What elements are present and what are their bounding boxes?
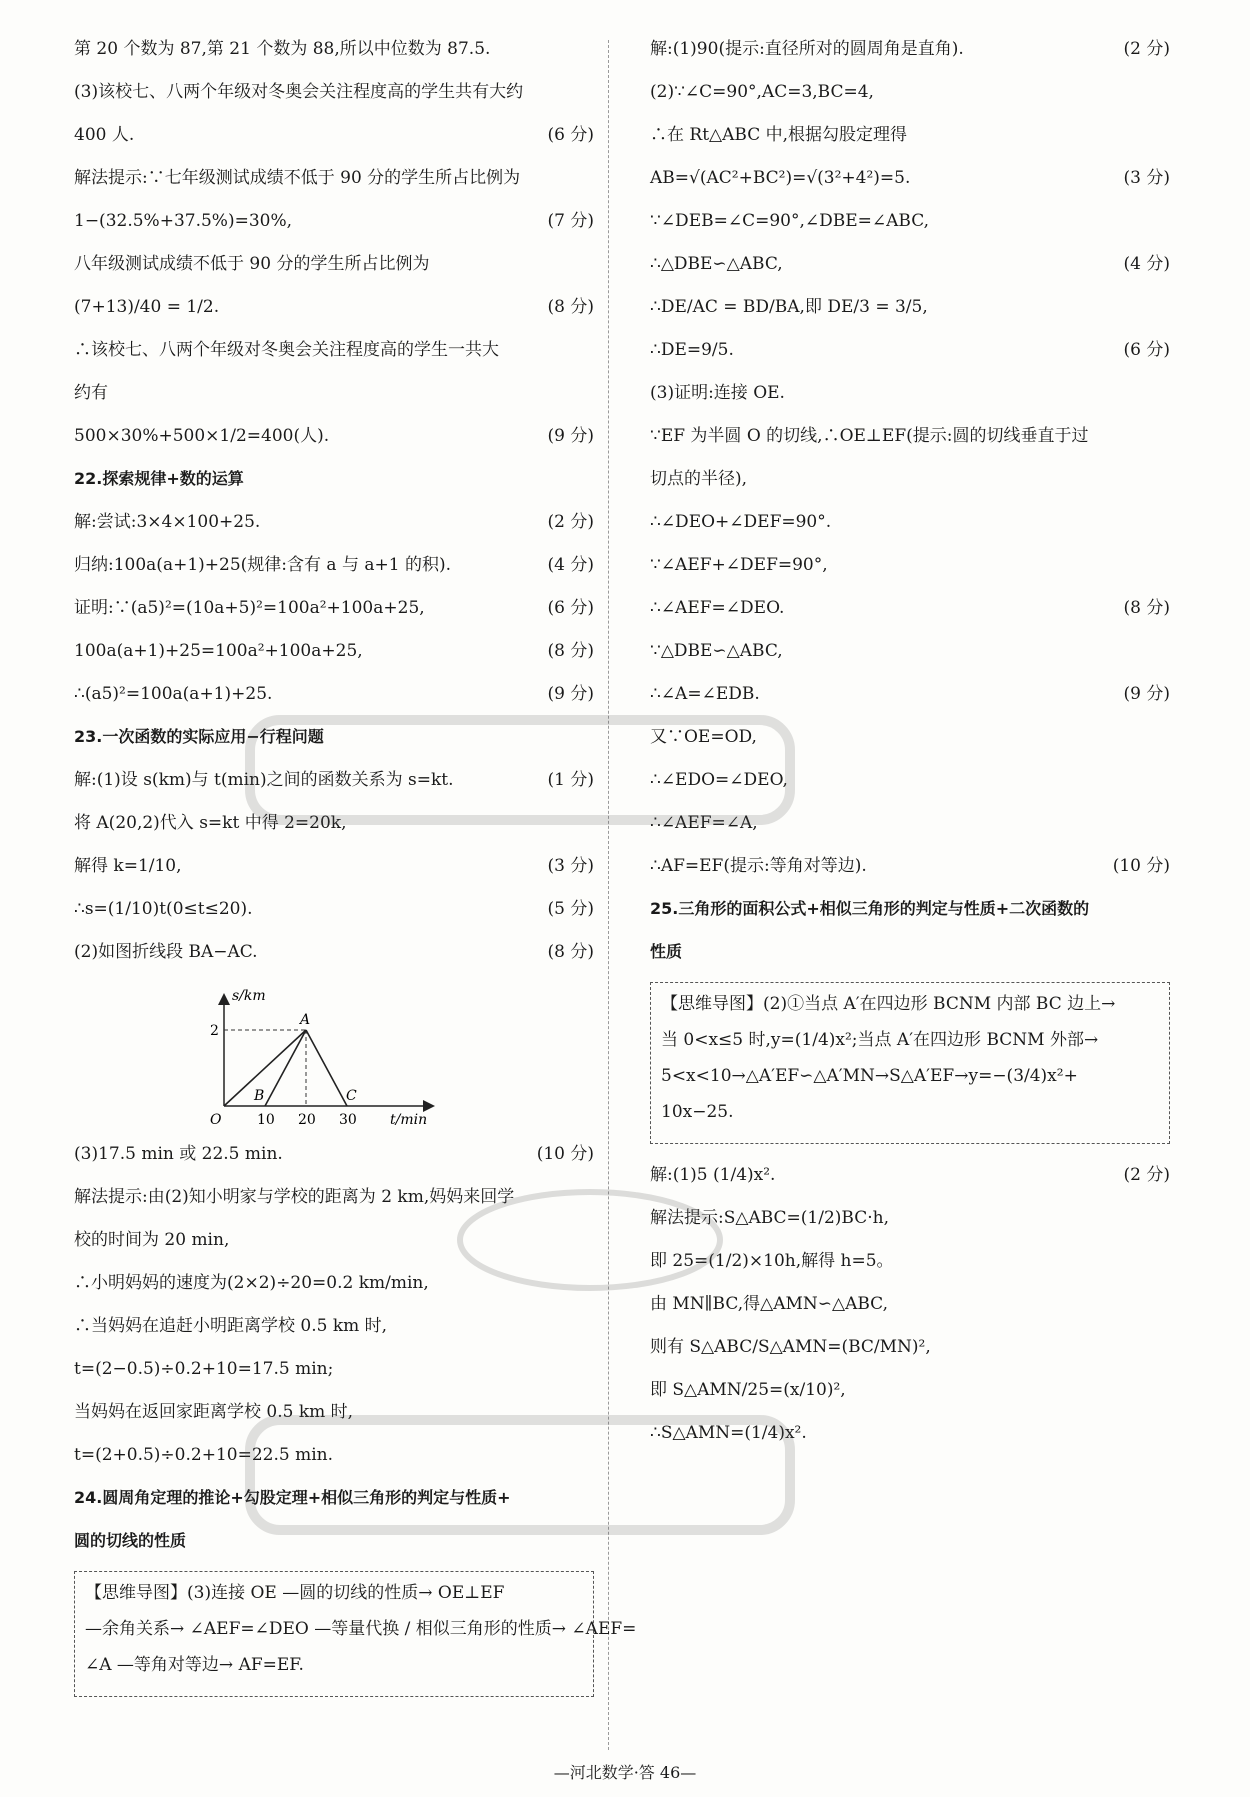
distance-time-graph xyxy=(194,988,444,1128)
q24-solution xyxy=(650,36,1170,879)
solution-line xyxy=(650,380,1170,406)
solution-line xyxy=(74,853,594,879)
solution-text: 解:尝试:3×4×100+25. xyxy=(74,512,261,532)
solution-line xyxy=(74,1184,594,1210)
segment-OA xyxy=(224,1030,306,1106)
solution-text: ∴∠AEF=∠A, xyxy=(650,813,758,833)
solution-line xyxy=(74,79,594,105)
solution-line xyxy=(74,638,594,664)
solution-line xyxy=(74,1227,594,1253)
solution-text: 由 MN∥BC,得△AMN∽△ABC, xyxy=(650,1294,888,1314)
solution-text: (3)17.5 min 或 22.5 min. xyxy=(74,1144,283,1164)
solution-line xyxy=(74,1313,594,1339)
solution-text: ∵△DBE∽△ABC, xyxy=(650,641,783,661)
solution-text: ∴小明妈妈的速度为(2×2)÷20=0.2 km/min, xyxy=(74,1273,429,1293)
solution-text: 解:(1)设 s(km)与 t(min)之间的函数关系为 s=kt. xyxy=(74,770,454,790)
solution-line xyxy=(650,337,1170,363)
point-A-label: A xyxy=(300,1012,311,1028)
q24-mindmap-line: ∠A —等角对等边→ AF=EF. xyxy=(85,1655,304,1675)
solution-line xyxy=(74,1442,594,1468)
solution-line xyxy=(650,165,1170,191)
q23-heading: 23.一次函数的实际应用−行程问题 xyxy=(74,727,324,746)
solution-text: 归纳:100a(a+1)+25(规律:含有 a 与 a+1 的积). xyxy=(74,555,451,575)
solution-line xyxy=(74,165,594,191)
origin-label: O xyxy=(210,1112,222,1128)
solution-line xyxy=(650,423,1170,449)
solution-text: ∴DE=9/5. xyxy=(650,340,734,360)
score-mark: (7 分) xyxy=(547,211,594,231)
x-axis-label: t/min xyxy=(390,1112,428,1128)
score-mark: (9 分) xyxy=(547,684,594,704)
solution-line xyxy=(650,122,1170,148)
solution-text: 校的时间为 20 min, xyxy=(74,1230,230,1250)
q24-mindmap-line: 【思维导图】(3)连接 OE —圆的切线的性质→ OE⊥EF xyxy=(85,1583,505,1603)
x-tick-10: 10 xyxy=(257,1112,275,1128)
solution-line xyxy=(74,36,594,62)
solution-text: 第 20 个数为 87,第 21 个数为 88,所以中位数为 87.5. xyxy=(74,39,491,59)
solution-line xyxy=(74,251,594,277)
solution-text: 即 25=(1/2)×10h,解得 h=5。 xyxy=(650,1251,894,1271)
solution-line xyxy=(74,1399,594,1425)
solution-line xyxy=(650,1420,1170,1446)
q25-mindmap-line: 当 0<x≤5 时,y=(1/4)x²;当点 A′在四边形 BCNM 外部→ xyxy=(661,1030,1099,1050)
solution-line xyxy=(74,509,594,535)
solution-text: 解:(1)90(提示:直径所对的圆周角是直角). xyxy=(650,39,964,59)
solution-line xyxy=(650,1377,1170,1403)
q25-mindmap xyxy=(650,982,1170,1144)
solution-text: 八年级测试成绩不低于 90 分的学生所占比例为 xyxy=(74,254,430,274)
q23-solution-part1 xyxy=(74,767,594,965)
solution-text: ∴当妈妈在追赶小明距离学校 0.5 km 时, xyxy=(74,1316,388,1336)
solution-line xyxy=(650,466,1170,492)
score-mark: (9 分) xyxy=(1123,684,1170,704)
solution-text: 切点的半径), xyxy=(650,469,748,489)
q25-mindmap-line: 10x−25. xyxy=(661,1102,734,1122)
solution-text: 又∵OE=OD, xyxy=(650,727,757,747)
solution-text: ∴△DBE∽△ABC, xyxy=(650,254,783,274)
score-mark: (2 分) xyxy=(547,512,594,532)
solution-line xyxy=(74,1270,594,1296)
solution-text: ∴DE/AC = BD/BA,即 DE/3 = 3/5, xyxy=(650,297,928,317)
score-mark: (2 分) xyxy=(1123,1165,1170,1185)
score-mark: (10 分) xyxy=(536,1144,594,1164)
solution-text: (2)∵∠C=90°,AC=3,BC=4, xyxy=(650,82,874,102)
solution-text: 100a(a+1)+25=100a²+100a+25, xyxy=(74,641,363,661)
solution-text: (7+13)/40 = 1/2. xyxy=(74,297,220,317)
column-divider xyxy=(608,40,609,1750)
solution-text: ∵∠DEB=∠C=90°,∠DBE=∠ABC, xyxy=(650,211,930,231)
y-tick-2: 2 xyxy=(210,1023,219,1039)
solution-line xyxy=(650,1162,1170,1188)
solution-line xyxy=(74,896,594,922)
solution-text: ∵EF 为半圆 O 的切线,∴OE⊥EF(提示:圆的切线垂直于过 xyxy=(650,426,1089,446)
solution-line xyxy=(74,767,594,793)
solution-text: ∴∠EDO=∠DEO, xyxy=(650,770,788,790)
score-mark: (5 分) xyxy=(547,899,594,919)
segment-AC xyxy=(306,1030,347,1106)
solution-text: t=(2−0.5)÷0.2+10=17.5 min; xyxy=(74,1359,334,1379)
score-mark: (8 分) xyxy=(1123,598,1170,618)
q25-mindmap-line: 【思维导图】(2)①当点 A′在四边形 BCNM 内部 BC 边上→ xyxy=(661,994,1116,1014)
solution-text: ∴S△AMN=(1/4)x². xyxy=(650,1423,807,1443)
solution-text: 约有 xyxy=(74,383,108,403)
solution-line xyxy=(650,251,1170,277)
solution-text: t=(2+0.5)÷0.2+10=22.5 min. xyxy=(74,1445,334,1465)
score-mark: (3 分) xyxy=(1123,168,1170,188)
point-C-label: C xyxy=(346,1088,357,1104)
solution-line xyxy=(650,1334,1170,1360)
solution-line xyxy=(74,208,594,234)
solution-line xyxy=(74,294,594,320)
solution-line xyxy=(650,36,1170,62)
solution-text: (2)如图折线段 BA−AC. xyxy=(74,942,258,962)
solution-line xyxy=(650,853,1170,879)
solution-line xyxy=(74,595,594,621)
solution-text: ∴∠AEF=∠DEO. xyxy=(650,598,785,618)
score-mark: (6 分) xyxy=(547,125,594,145)
solution-line xyxy=(650,509,1170,535)
solution-line xyxy=(650,552,1170,578)
solution-text: 当妈妈在返回家距离学校 0.5 km 时, xyxy=(74,1402,354,1422)
q24-heading-line1: 24.圆周角定理的推论+勾股定理+相似三角形的判定与性质+ xyxy=(74,1488,511,1507)
x-tick-30: 30 xyxy=(339,1112,357,1128)
solution-line xyxy=(650,79,1170,105)
solution-line xyxy=(74,1141,594,1167)
solution-line xyxy=(650,638,1170,664)
left-column xyxy=(74,36,637,1715)
score-mark: (2 分) xyxy=(1123,39,1170,59)
solution-text: 解:(1)5 (1/4)x². xyxy=(650,1165,776,1185)
solution-text: 500×30%+500×1/2=400(人). xyxy=(74,426,330,446)
solution-line xyxy=(650,681,1170,707)
solution-line xyxy=(74,380,594,406)
solution-text: ∴s=(1/10)t(0≤t≤20). xyxy=(74,899,253,919)
solution-text: ∴(a5)²=100a(a+1)+25. xyxy=(74,684,273,704)
score-mark: (8 分) xyxy=(547,942,594,962)
solution-line xyxy=(74,939,594,965)
q22-solution xyxy=(74,509,594,707)
q24-heading-line2: 圆的切线的性质 xyxy=(74,1531,187,1550)
solution-text: 则有 S△ABC/S△AMN=(BC/MN)², xyxy=(650,1337,931,1357)
x-tick-20: 20 xyxy=(298,1112,316,1128)
q25-heading-line1: 25.三角形的面积公式+相似三角形的判定与性质+二次函数的 xyxy=(650,899,1090,918)
solution-text: 解法提示:∵七年级测试成绩不低于 90 分的学生所占比例为 xyxy=(74,168,521,188)
score-mark: (10 分) xyxy=(1112,856,1170,876)
solution-text: 400 人. xyxy=(74,125,135,145)
solution-line xyxy=(650,208,1170,234)
solution-line xyxy=(650,810,1170,836)
solution-line xyxy=(650,767,1170,793)
solution-text: ∴∠DEO+∠DEF=90°. xyxy=(650,512,832,532)
segment-BA xyxy=(265,1030,306,1106)
solution-line xyxy=(74,122,594,148)
solution-line xyxy=(74,423,594,449)
score-mark: (8 分) xyxy=(547,297,594,317)
solution-line xyxy=(650,724,1170,750)
solution-text: 将 A(20,2)代入 s=kt 中得 2=20k, xyxy=(74,813,347,833)
score-mark: (4 分) xyxy=(547,555,594,575)
solution-text: 即 S△AMN/25=(x/10)², xyxy=(650,1380,846,1400)
page-footer: —河北数学·答 46— xyxy=(553,1763,697,1782)
score-mark: (6 分) xyxy=(1123,340,1170,360)
solution-text: ∴该校七、八两个年级对冬奥会关注程度高的学生一共大 xyxy=(74,340,499,360)
q23-solution-part2 xyxy=(74,1141,594,1468)
solution-text: (3)证明:连接 OE. xyxy=(650,383,785,403)
point-B-label: B xyxy=(254,1088,265,1104)
solution-line xyxy=(650,294,1170,320)
q25-mindmap-line: 5<x<10→△A′EF∽△A′MN→S△A′EF→y=−(3/4)x²+ xyxy=(661,1066,1078,1086)
score-mark: (1 分) xyxy=(547,770,594,790)
solution-text: 解法提示:由(2)知小明家与学校的距离为 2 km,妈妈来回学 xyxy=(74,1187,515,1207)
q24-mindmap-line: —余角关系→ ∠AEF=∠DEO —等量代换 / 相似三角形的性质→ ∠AEF= xyxy=(85,1619,637,1639)
q21-continuation xyxy=(74,36,594,449)
solution-text: ∴在 Rt△ABC 中,根据勾股定理得 xyxy=(650,125,908,145)
solution-text: ∴AF=EF(提示:等角对等边). xyxy=(650,856,867,876)
solution-line xyxy=(74,552,594,578)
q22-heading: 22.探索规律+数的运算 xyxy=(74,469,244,488)
solution-line xyxy=(650,1248,1170,1274)
score-mark: (9 分) xyxy=(547,426,594,446)
solution-line xyxy=(74,337,594,363)
solution-text: 解得 k=1/10, xyxy=(74,856,182,876)
solution-text: 解法提示:S△ABC=(1/2)BC·h, xyxy=(650,1208,889,1228)
solution-line xyxy=(74,681,594,707)
right-column xyxy=(650,36,1170,1463)
solution-text: 1−(32.5%+37.5%)=30%, xyxy=(74,211,293,231)
q25-heading-line2: 性质 xyxy=(650,942,683,961)
score-mark: (6 分) xyxy=(547,598,594,618)
solution-text: ∴∠A=∠EDB. xyxy=(650,684,760,704)
q24-mindmap xyxy=(74,1571,637,1697)
solution-text: ∵∠AEF+∠DEF=90°, xyxy=(650,555,828,575)
solution-line xyxy=(74,1356,594,1382)
y-axis-label: s/km xyxy=(232,988,266,1004)
q25-solution xyxy=(650,1162,1170,1446)
solution-line xyxy=(74,810,594,836)
score-mark: (3 分) xyxy=(547,856,594,876)
score-mark: (8 分) xyxy=(547,641,594,661)
solution-text: 证明:∵(a5)²=(10a+5)²=100a²+100a+25, xyxy=(74,598,425,618)
score-mark: (4 分) xyxy=(1123,254,1170,274)
solution-text: (3)该校七、八两个年级对冬奥会关注程度高的学生共有大约 xyxy=(74,82,524,102)
solution-line xyxy=(650,1291,1170,1317)
solution-line xyxy=(650,1205,1170,1231)
solution-text: AB=√(AC²+BC²)=√(3²+4²)=5. xyxy=(650,168,911,188)
solution-line xyxy=(650,595,1170,621)
